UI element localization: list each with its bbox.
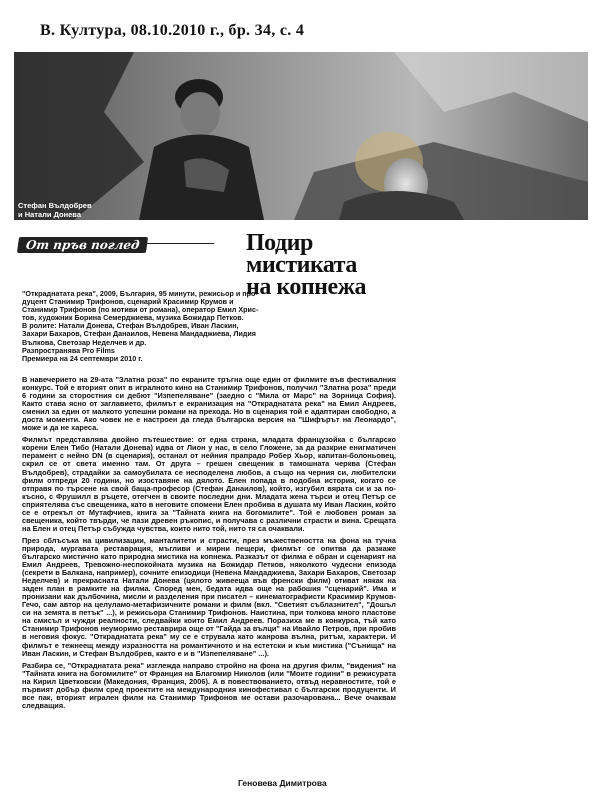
body-paragraph: През сблъсъка на цивилизации, манталитети и страсти, през мъжествеността на фона на тучна природа, мургавата реставрация, мъгливи и мирни пещери, филмът се опитва да разкаже българско мистично като природна мистика на копнежа. Разказът от филма е обран и сценарият на Емил Андреев, Тревожно-неспокойната музика на Божидар Петков, няколкото чудесни епизода (секрети в Балкана, например), сочните епизодици (Невена Мандаджиева, Захари Бахаров, Светозар Неделчев) и прекрасната Натали Донева (цялото живееща във френски филм) отиват някак на заден план в рамките на филма. Според мен, бедата идва още на рабошия "сценарий". Има и пронизани как дълбочина, мисли и разделения при писател – кинематографисти Красимир Крумов-Гечо, сам автор на целуламо-метафизичните романи и филм (вкл. "Светият съблазнител", "Дошъл си на земята в петък" ...), и режисьора Станимир Трифонов. Наистина, при толкова много пластове на смисъл и чужди реалности, следвайки които Емил Андреев. Поразиха ме в конкурса, тъй като Станимир Трифонов неуморимо реставрира още от "Гайда за вълци" на Ивайло Петров, при пробив в неговия фокус. "Откраднатата река" му се е струвала като жанрова вълна, ритъм, характери. И филмът е тежнеещ между изразността на романтичното и на естетски и към мистика ("Сънища" на Иван Ласкин, и Стефан Вълдобрев, както е и в "Изпепеляване" ...). bbox=[22, 535, 396, 658]
credits-line: Премиера на 24 септември 2010 г. bbox=[22, 354, 143, 363]
publication-header: В. Култура, 08.10.2010 г., бр. 34, с. 4 bbox=[40, 22, 305, 39]
photo-image bbox=[14, 52, 588, 220]
body-paragraph: Филмът представлява двойно пътешествие: от една страна, младата французойка с българско корени Елен Тибо (Натали Донева) идва от Лион у нас, в село Гложене, за да разкрие енигматичен перамент с нейно DN (в сценария), останал от нейния прапрадо Робер Хьор, капитан-болоньовец, скрил се от света именно там. От друга – грешен свещеник в тамошната черква (Стефан Вълдобрев), страдайки за самоубилата се несподелена любов, а също на черния си, любителски филм отпреди 20 години, но изоставяне на дялото. Елен попада в подобна история, когато се отправя по търсене на свой баща-професор (Стефан Данаилов), който, изгубил вярата си и за по-късно, с Фрушилл в ръцете, отегчен в своите последни дни. Младата жена търси и отец Петър се сприятелява със свещеника, като в неговите спомени Елен пробива в душата му Иван Ласкин, който се е отрекъл от Мутафчиев, книга за "Тайната книга на богомилите". Той е любовен роман за свещеника, който твърди, че пази древен ръкопис, и получава с различни страсти и вина. Срещата на Елен и отец Петър събужда чувства, които нито той, нито тя са очаквали. bbox=[22, 435, 396, 533]
caption-line: в кадър от Откраднатата река bbox=[18, 218, 130, 227]
film-still-photo bbox=[14, 52, 588, 220]
caption-line: Стефан Вълдобрев bbox=[18, 201, 92, 210]
credits-line: дуцент Станимир Трифонов, сценарий Красимир Крумов и bbox=[22, 298, 234, 307]
section-rubric bbox=[18, 234, 214, 252]
film-credits bbox=[22, 290, 392, 363]
credits-line: "Откраднатата река", 2009, България, 95 минути, режисьор и про- bbox=[22, 290, 258, 298]
article-author: Геновева Димитрова bbox=[238, 778, 327, 788]
article-body bbox=[22, 376, 396, 714]
title-line: Подир bbox=[246, 230, 313, 256]
credits-line: Разпространява Pro Films bbox=[22, 346, 115, 355]
rubric-label: От пръв поглед bbox=[17, 237, 149, 253]
credits-line: Захари Бахаров, Стефан Данаилов, Невена Мандаджиева, Лидия bbox=[22, 330, 256, 339]
caption-line: и Натали Донева bbox=[18, 209, 81, 219]
credits-line: В ролите: Натали Донева, Стефан Вълдобрев, Иван Ласкин, bbox=[22, 322, 239, 331]
body-paragraph: Разбира се, "Откраднатата река" изглежда направо стройно на фона на другия филм, "видения" на "Тайната книга на богомилите" от Франция на Благомир Николов (или "Моите години" в режисурата на Кирил Цветковски (Македония, Франция, 2006). А в повествованието, отвъд неравностите, той е първият добър филм сред проектите на международния кинофестивал с български продуценти. И все пак, вторият игрален филм на Станимир Трифонов ме остави разочарована... Вече очаквам следващия. bbox=[22, 660, 396, 710]
credits-line: тов, художник Борина Семерджиева, музика Божидар Петков. bbox=[22, 314, 244, 323]
title-line: на копнежа bbox=[246, 274, 367, 300]
title-line: мистиката bbox=[246, 252, 357, 278]
credits-line: Вълкова, Светозар Неделчев и др. bbox=[22, 338, 147, 347]
credits-line: Станимир Трифонов (по мотиви от романа), оператор Емил Хрис- bbox=[22, 306, 259, 315]
body-paragraph: В навечерието на 29-ата "Златна роза" по екраните тръгна още един от филмите във фестивалния конкурс. Той е вторият опит в игралното кино на Станимир Трифонов, получил "Златна роза" преди 6 години за сторостния си дебют "Изпепеляване" (заедно с "Мила от Марс" на Зорница София). Както става ясно от заглавието, филмът е екранизация на "Откраднатата река" на Емил Андреев, сменил за един от малкото успешни романи на прехода. Но в сценария той е адаптиран свободно, а доста моменти. Ако човек не е настроен да гледа българска версия на "Шифърът на Леонардо", може и да не хареса. bbox=[22, 375, 396, 433]
photo-caption bbox=[18, 202, 168, 228]
article-title bbox=[246, 232, 366, 298]
